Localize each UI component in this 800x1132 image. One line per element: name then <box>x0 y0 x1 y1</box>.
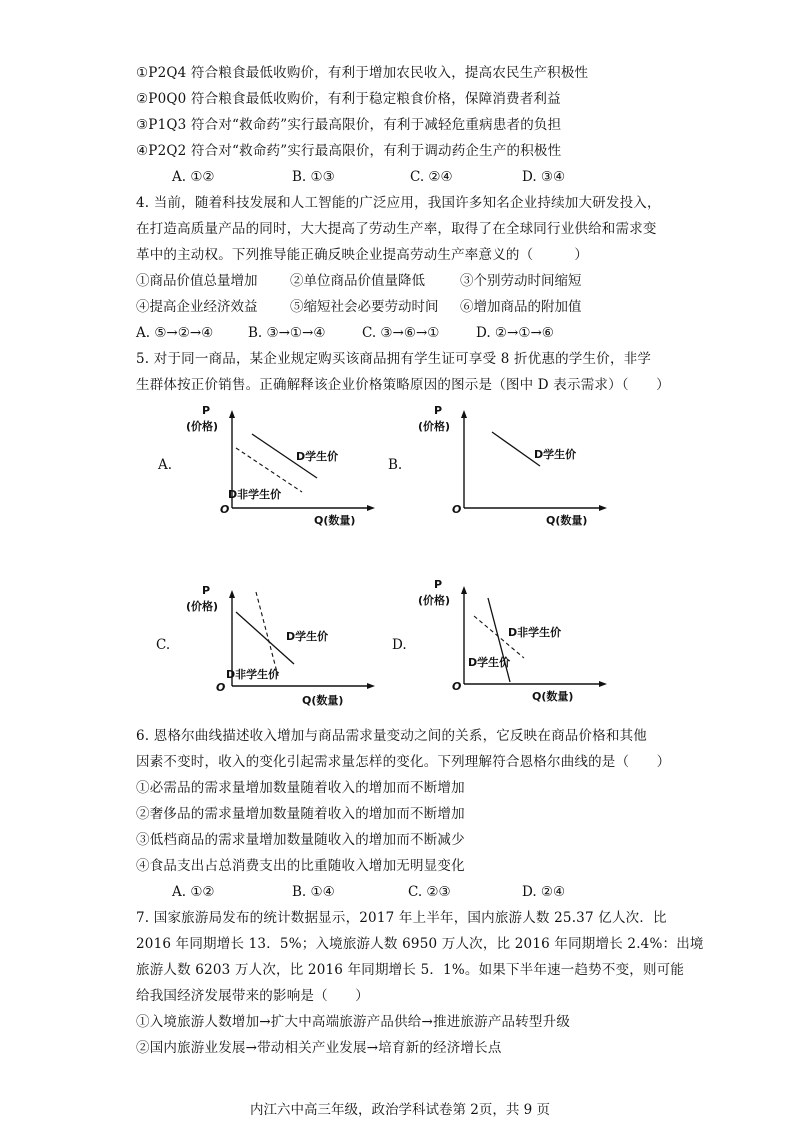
q4-choice-b[interactable]: B. ③→①→④ <box>248 325 326 341</box>
price-axis-sub: (价格) <box>418 594 451 607</box>
q6-choice-a[interactable]: A. ①② <box>172 884 215 900</box>
q5-stem-line-1: 5. 对于同一商品，某企业规定购买该商品拥有学生证可享受 8 折优惠的学生价，非学 <box>136 351 652 367</box>
q6-item-1: ①必需品的需求量增加数量随着收入的增加而不断增加 <box>136 780 465 796</box>
quantity-axis-label: Q(数量) <box>302 694 344 707</box>
q5-option-c-label[interactable]: C. <box>156 637 171 653</box>
q4-item-5: ⑤缩短社会必要劳动时间 <box>290 299 439 315</box>
q3-choice-a[interactable]: A. ①② <box>172 169 215 185</box>
q4-stem-line-3: 革中的主动权。下列推导能正确反映企业提高劳动生产率意义的（ ） <box>136 247 589 263</box>
q3-option-4: ④P2Q2 符合对“救命药”实行最高限价，有利于调动药企生产的积极性 <box>136 143 562 159</box>
q5-option-b-label[interactable]: B. <box>388 457 403 473</box>
price-axis-label: P <box>434 404 443 417</box>
quantity-axis-label: Q(数量) <box>314 514 356 527</box>
q7-item-2: ②国内旅游业发展→带动相关产业发展→培育新的经济增长点 <box>136 1040 502 1056</box>
q3-option-2: ②P0Q0 符合粮食最低收购价，有利于稳定粮食价格，保障消费者利益 <box>136 91 561 107</box>
quantity-axis-label: Q(数量) <box>546 514 588 527</box>
q7-stem-line-3: 旅游人数 6203 万人次，比 2016 年同期增长 5．1%。如果下半年速一趋势不变，则可能 <box>136 962 685 978</box>
q7-stem-line-1: 7. 国家旅游局发布的统计数据显示，2017 年上半年，国内旅游人数 25.37 亿人次．比 <box>136 910 667 926</box>
q6-item-4: ④食品支出占总消费支出的比重随收入增加无明显变化 <box>136 858 465 874</box>
q4-item-6: ⑥增加商品的附加值 <box>460 299 582 315</box>
q7-item-1: ①入境旅游人数增加→扩大中高端旅游产品供给→推进旅游产品转型升级 <box>136 1014 571 1030</box>
q4-choice-d[interactable]: D. ②→①→⑥ <box>476 325 554 341</box>
q5-graph-c[interactable] <box>180 580 380 710</box>
origin-label: O <box>220 503 230 516</box>
q3-choice-b[interactable]: B. ①③ <box>292 169 335 185</box>
page-footer: 内江六中高三年级，政治学科试卷第 2页，共 9 页 <box>249 1102 551 1118</box>
price-axis-sub: (价格) <box>418 420 451 433</box>
q6-item-2: ②奢侈品的需求量增加数量随着收入的增加而不断增加 <box>136 806 465 822</box>
q3-option-1: ①P2Q4 符合粮食最低收购价，有利于增加农民收入，提高农民生产积极性 <box>136 65 589 81</box>
non-student-demand-label: D非学生价 <box>508 626 562 639</box>
price-axis-sub: (价格) <box>186 600 219 613</box>
q4-item-1: ①商品价值总量增加 <box>136 273 258 289</box>
q7-stem-line-2: 2016 年同期增长 13．5%；入境旅游人数 6950 万人次，比 2016 年同期增长 2.4%：出境 <box>136 936 704 952</box>
q5-graph-d[interactable] <box>412 574 612 708</box>
student-demand-label: D学生价 <box>296 450 339 463</box>
q6-item-3: ③低档商品的需求量增加数量随收入的增加而不断减少 <box>136 832 465 848</box>
q3-option-3: ③P1Q3 符合对“救命药”实行最高限价，有利于减轻危重病患者的负担 <box>136 117 562 133</box>
q6-stem-line-2: 因素不变时，收入的变化引起需求量怎样的变化。下列理解符合恩格尔曲线的是（ ） <box>136 754 671 770</box>
q5-option-d-label[interactable]: D. <box>392 637 407 653</box>
q6-choice-c[interactable]: C. ②③ <box>408 884 451 900</box>
price-axis-label: P <box>202 404 211 417</box>
origin-label: O <box>216 681 226 694</box>
origin-label: O <box>452 680 462 693</box>
q4-stem-line-2: 在打造高质量产品的同时，大大提高了劳动生产率，取得了在全球同行业供给和需求变 <box>136 221 657 237</box>
q3-choice-d[interactable]: D. ③④ <box>522 169 566 185</box>
q4-item-2: ②单位商品价值量降低 <box>290 273 425 289</box>
price-axis-label: P <box>434 578 443 591</box>
q4-stem-line-1: 4. 当前，随着科技发展和人工智能的广泛应用，我国许多知名企业持续加大研发投入， <box>136 195 661 211</box>
quantity-axis-label: Q(数量) <box>532 690 574 703</box>
q4-choice-a[interactable]: A. ⑤→②→④ <box>136 325 214 341</box>
q4-item-4: ④提高企业经济效益 <box>136 299 258 315</box>
student-demand-label: D学生价 <box>286 630 329 643</box>
student-demand-label: D学生价 <box>468 656 511 669</box>
q6-choice-b[interactable]: B. ①④ <box>292 884 335 900</box>
q6-stem-line-1: 6. 恩格尔曲线描述收入增加与商品需求量变动之间的关系，它反映在商品价格和其他 <box>136 728 647 744</box>
origin-label: O <box>452 503 462 516</box>
q7-stem-line-4: 给我国经济发展带来的影响是（ ） <box>136 988 369 1004</box>
q6-choice-d[interactable]: D. ②④ <box>522 884 566 900</box>
q5-graph-b[interactable] <box>412 400 612 530</box>
student-demand-label: D学生价 <box>534 448 577 461</box>
q5-stem-line-2: 生群体按正价销售。正确解释该企业价格策略原因的图示是（图中 D 表示需求）（ ） <box>136 377 670 393</box>
q5-graph-a[interactable] <box>180 400 380 530</box>
q5-option-a-label[interactable]: A. <box>158 457 173 473</box>
q3-choice-c[interactable]: C. ②④ <box>410 169 453 185</box>
non-student-demand-label: D非学生价 <box>228 488 282 501</box>
q4-choice-c[interactable]: C. ③→⑥→① <box>362 325 440 341</box>
price-axis-sub: (价格) <box>186 420 219 433</box>
non-student-demand-label: D非学生价 <box>226 668 280 681</box>
q4-item-3: ③个别劳动时间缩短 <box>460 273 582 289</box>
price-axis-label: P <box>202 584 211 597</box>
